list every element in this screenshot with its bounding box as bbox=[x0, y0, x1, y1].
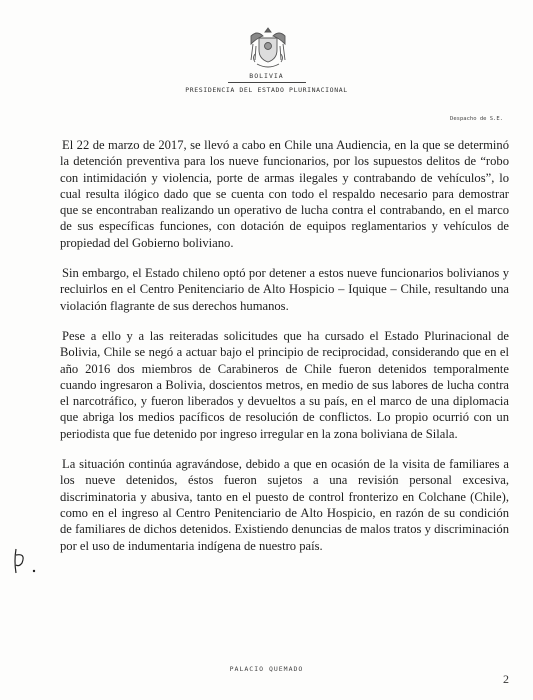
paragraph-3: Pese a ello y a las reiteradas solicitudes que ha cursado el Estado Plurinacional de Bolivia, Chile se negó a actuar bajo el principio de reciprocidad, considerando que en el año 2016 dos miembros de Carabineros de Chile fueron detenidos temporalmente cuando ingresaron a Bolivia, doscientos metros, en medio de sus labores de lucha contra el narcotráfico, y fueron liberados y devueltos a su país, en el marco de una diplomacia que abriga los medios pacíficos de resolución de conflictos. Lo propio ocurrió con un periodista que fue detenido por ingreso irregular en la zona boliviana de Silala. bbox=[60, 328, 509, 441]
paragraph-1: El 22 de marzo de 2017, se llevó a cabo en Chile una Audiencia, en la que se determinó la detención preventiva para los nueve funcionarios, por los supuestos delitos de “robo con intimidación y violencia, porte de armas ilegales y contrabando de vehículos”, lo cual resulta ilógico dado que se cuenta con todo el respaldo necesario para demostrar que se encontraban realizando un operativo de lucha contra el contrabando, en el marco de sus específicas funciones, con dotación de equipos reglamentarios y vehículos de propiedad del Gobierno boliviano. bbox=[60, 138, 509, 250]
footer-location: PALACIO QUEMADO bbox=[229, 665, 304, 673]
paragraph-2: Sin embargo, el Estado chileno optó por detener a estos nueve funcionarios bolivianos y recluirlos en el Centro Penitenciario de Alto Hospicio – Iquique – Chile, resultando una violación flagrante de sus derechos humanos. bbox=[60, 266, 509, 313]
header-presidency: PRESIDENCIA DEL ESTADO PLURINACIONAL bbox=[185, 86, 348, 94]
header-country: BOLIVIA bbox=[249, 72, 284, 80]
paragraph-4: La situación continúa agravándose, debido a que en ocasión de la visita de familiares a los nueve detenidos, éstos fueron sujetos a una revisión personal excesiva, discriminatoria y abusiva, tanto en el puesto de control fronterizo en Colchane (Chile), como en el ingreso al Centro Penitenciario de Alto Hospicio, en razón de su condición de familiares de dichos detenidos. Existiendo denuncias de malos tratos y discriminación por el uso de indumentaria indígena de nuestro país. bbox=[60, 457, 509, 553]
document-body bbox=[60, 137, 509, 568]
department-label: Despacho de S.E. bbox=[450, 116, 503, 122]
page-number: 2 bbox=[503, 672, 509, 686]
signature-mark bbox=[8, 545, 48, 579]
coat-of-arms-icon bbox=[247, 24, 289, 70]
header-divider bbox=[228, 82, 306, 83]
